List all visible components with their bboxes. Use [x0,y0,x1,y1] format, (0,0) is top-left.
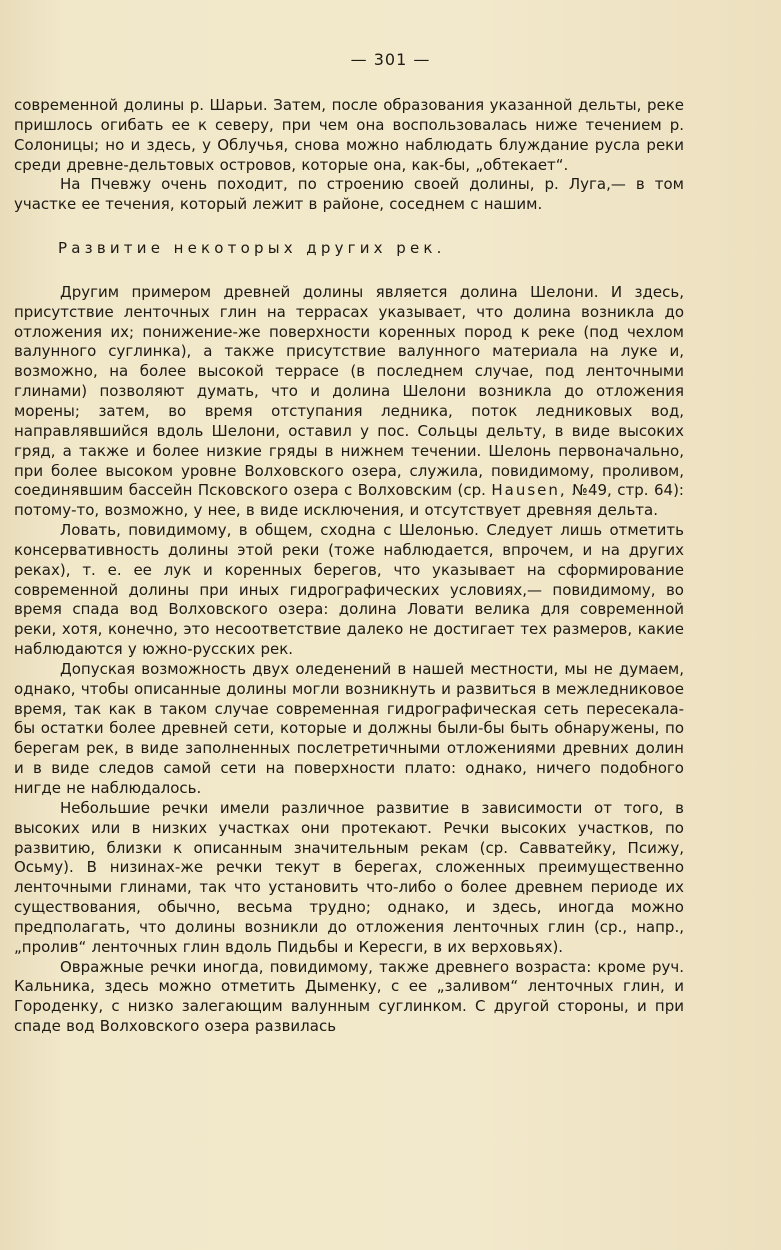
page-number: — 301 — [350,50,431,69]
paragraph: Овражные речки иногда, повидимому, также древнего возраста: кроме руч. Кальника, здесь можно отметить Дыменку, с ее „заливом“ ленточных глин, и Городенку, с низко залегающим валунным суглинком. С другой стороны, и при спаде вод Волховского озера развилась [14,957,684,1036]
paragraph-text: Другим примером древней долины является долина Шелони. И здесь, присутствие ленточных глин на террасах указывает, что долина возникла до отложения их; понижение-же поверхности коренных пород к реке (под чехлом валунного суглинка), а также присутствие валунного материала на луке и, возможно, на более высокой террасе (в последнем случае, под ленточными глинами) позволяют думать, что и долина Шелони возникла до отложения морены; затем, во время отступания ледника, поток ледниковых вод, направлявшийся вдоль Шелони, оставил у пос. Сольцы дельту, в виде высоких гряд, а также и более низкие гряды в нижнем течении. Шелонь первоначально, при более высоком уровне Волховского озера, служила, повидимому, проливом, соединявшим бассейн Псковского озера с Волховским (ср. [14,282,684,500]
paragraph: Небольшие речки имели различное развитие в зависимости от того, в высоких или в низких участках они протекают. Речки высоких участков, по развитию, близки к описанным значительным рекам (ср. Савватейку, Псижу, Осьму). В низинах-же речки текут в берегах, сложенных преимущественно ленточными глинами, так что установить что-либо о более древнем периоде их существования, обычно, весьма трудно; однако, и здесь, иногда можно предполагать, что долины возникли до отложения ленточных глин (ср., напр., „пролив“ ленточных глин вдоль Пидьбы и Кересги, в их верховьях). [14,798,684,956]
section-heading: Развитие некоторых других рек. [58,239,446,258]
paragraph: современной долины р. Шарьи. Затем, после образования указанной дельты, реке пришлось огибать ее к северу, при чем она воспользовалась ниже течением р. Солоницы; но и здесь, у Облучья, снова можно наблюдать блуждание русла реки среди древне-дельтовых островов, которые она, как-бы, „обтекает“. [14,96,684,174]
paragraph [14,283,684,521]
paragraph: Допуская возможность двух оледенений в нашей местности, мы не думаем, однако, чтобы описанные долины могли возникнуть и развиться в межледниковое время, так как в таком случае современная гидрографическая сеть пересекала-бы остатки более древней сети, которые и должны были-бы быть обнаружены, по берегам рек, в виде заполненных послетретичными отложениями древних долин и в виде следов самой сети на поверхности плато: однако, ничего подобного нигде не наблюдалось. [14,659,684,797]
paragraph: На Пчевжу очень походит, по строению своей долины, р. Луга,— в том участке ее течения, который лежит в районе, соседнем с нашим. [14,175,684,214]
paragraph: Ловать, повидимому, в общем, сходна с Шелонью. Следует лишь отметить консервативность долины этой реки (тоже наблюдается, впрочем, и на других реках), т. е. ее лук и коренных берегов, что указывает на сформирование современной долины при иных гидрографических условиях,— повидимому, во время спада вод Волховского озера: долина Ловати велика для современной реки, хотя, конечно, это несоответствие далеко не достигает тех размеров, какие наблюдаются у южно-русских рек. [14,521,684,659]
author-citation: Hausen, [491,481,567,500]
paragraph-text: №49, стр. 64): потому-то, возможно, у нее, в виде исключения, и отсутствует древняя дельта. [14,481,684,520]
page-body [14,96,684,1037]
